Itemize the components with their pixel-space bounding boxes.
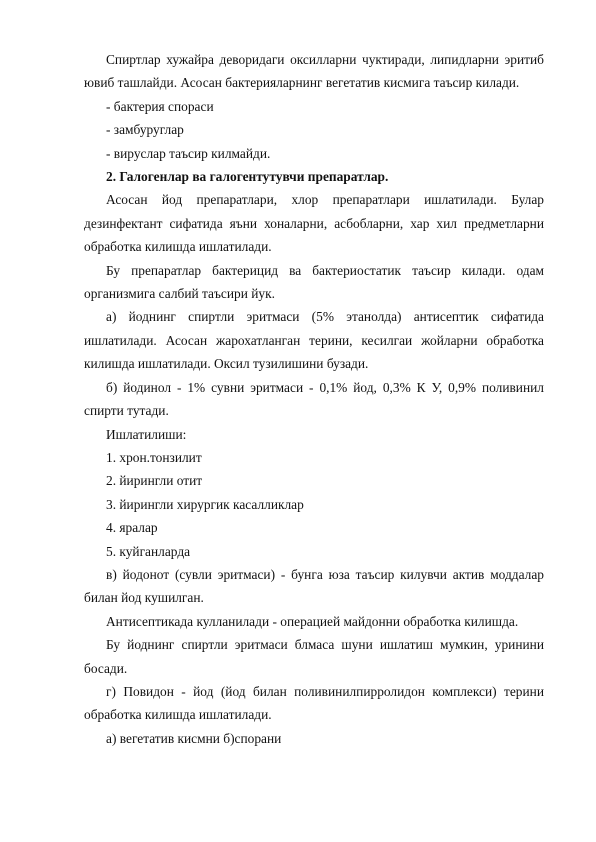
- usage-item-1: 1. хрон.тонзилит: [106, 449, 202, 465]
- usage-item-2: 2. йирингли отит: [106, 473, 203, 489]
- document-page: [84, 48, 544, 750]
- list-item-fungi: - замбуруглар: [106, 122, 184, 138]
- paragraph-substitute: Бу йоднинг спиртли эритмаси блмаса шуни ишлатиш мумкин, уринини босади.: [84, 637, 544, 676]
- paragraph-iodinol: б) йодинол - 1% сувни эритмаси - 0,1% йод, 0,3% К У, 0,9% поливинил спирти тутади.: [84, 379, 544, 419]
- usage-item-5: 5. куйганларда: [106, 543, 191, 559]
- section-heading-halogens: 2. Галогенлар ва галогентутувчи препаратлар.: [106, 169, 389, 185]
- paragraph-povidone: г) Повидон - йод (йод билан поливинилпирролидон комплекси) терини обработка килишда ишлатилади.: [84, 683, 544, 723]
- usage-item-4: 4. яралар: [106, 520, 158, 536]
- list-item-viruses: - вируслар таъсир килмайди.: [106, 145, 271, 161]
- usage-item-3: 3. йирингли хирургик касалликлар: [106, 496, 304, 512]
- paragraph-vegetative-spores: а) вегетатив кисмни б)спорани: [106, 730, 282, 746]
- list-item-spores: - бактерия спораси: [106, 98, 214, 114]
- paragraph-iodine-chlorine: Асосан йод препаратлари, хлор препаратлари ишлатилади. Булар дезинфектант сифатида яъни хоналарни, асбобларни, хар хил предметларни обработка килишда ишлатилади.: [84, 192, 544, 255]
- paragraph-bactericidal: Бу препаратлар бактерицид ва бактериостатик таъсир килади. одам организмига салбий таъсири йук.: [84, 262, 544, 302]
- paragraph-iodonate: в) йодонот (сувли эритмаси) - бунга юза таъсир килувчи актив моддалар билан йод кушилган.: [84, 566, 544, 606]
- usage-heading: Ишлатилиши:: [106, 426, 187, 442]
- paragraph-iodine-tincture: а) йоднинг спиртли эритмаси (5% этанолда) антисептик сифатида ишлатилади. Асосан жарохатланган терини, кесилгаи жойларни обработка килишда ишлатилади. Оксил тузилишини бузади.: [84, 309, 544, 372]
- paragraph-antiseptic-use: Антисептикада кулланилади - операцией майдонни обработка килишда.: [106, 613, 519, 629]
- paragraph-alcohols: Спиртлар хужайра деворидаги оксилларни чуктиради, липидларни эритиб ювиб ташлайди. Асосан бактерияларнинг вегетатив кисмига таъсир килади.: [84, 52, 544, 91]
